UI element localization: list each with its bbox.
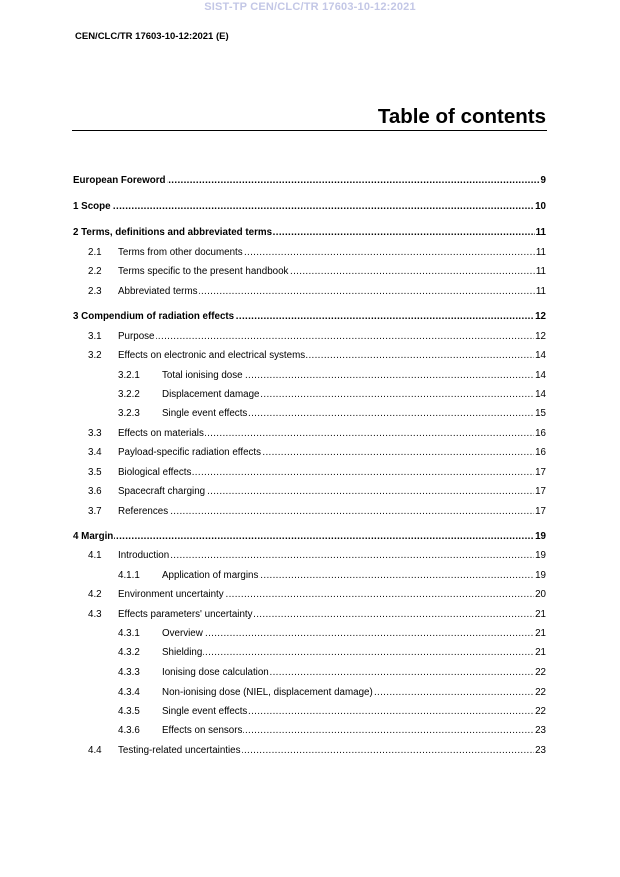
- toc-entry-label: Biological effects: [118, 467, 192, 478]
- toc-entry-page: 22: [535, 706, 546, 717]
- toc-entry-number: 3.4: [88, 447, 102, 458]
- toc-entry-label: 1 Scope: [73, 201, 111, 212]
- toc-entry-page: 21: [535, 647, 546, 658]
- toc-entry-number: 3.2.3: [118, 408, 140, 419]
- toc-entry-page: 23: [535, 745, 546, 756]
- toc-entry-number: 4.3.3: [118, 667, 140, 678]
- toc-entry[interactable]: [0, 427, 620, 441]
- toc-entry-page: 21: [535, 628, 546, 639]
- toc-entry-label: Environment uncertainty: [118, 589, 224, 600]
- toc-entry-number: 4.1: [88, 550, 102, 561]
- toc-entry[interactable]: [0, 530, 620, 544]
- toc-entry[interactable]: [0, 724, 620, 738]
- toc-entry[interactable]: [0, 330, 620, 344]
- toc-leader-dots: [118, 330, 540, 344]
- toc-entry-label: Introduction: [118, 550, 170, 561]
- toc-entry[interactable]: [0, 310, 620, 324]
- toc-entry-label: Effects on sensors: [162, 725, 243, 736]
- toc-leader-dots: [73, 530, 540, 544]
- toc-entry[interactable]: [0, 627, 620, 641]
- toc-leader-dots: [162, 646, 540, 660]
- toc-entry-label: Single event effects: [162, 408, 248, 419]
- toc-entry-label: Effects parameters' uncertainty: [118, 609, 253, 620]
- toc-entry-page: 16: [535, 447, 546, 458]
- toc-entry-page: 11: [535, 227, 546, 238]
- toc-entry-page: 19: [535, 531, 546, 542]
- toc-entry-label: Effects on materials: [118, 428, 204, 439]
- toc-entry[interactable]: [0, 285, 620, 299]
- toc-entry-number: 3.2.1: [118, 370, 140, 381]
- toc-entry-number: 3.1: [88, 331, 102, 342]
- toc-entry-label: 3 Compendium of radiation effects: [73, 311, 235, 322]
- toc-entry-label: Single event effects: [162, 706, 248, 717]
- toc-entry-number: 4.4: [88, 745, 102, 756]
- toc-entry-page: 9: [540, 175, 546, 186]
- toc-entry-label: Effects on electronic and electrical systems: [118, 350, 306, 361]
- toc-entry-page: 10: [535, 201, 546, 212]
- watermark: SIST-TP CEN/CLC/TR 17603-10-12:2021: [204, 1, 416, 13]
- toc-entry[interactable]: [0, 446, 620, 460]
- toc-entry[interactable]: [0, 388, 620, 402]
- toc-entry-page: 14: [535, 370, 546, 381]
- toc-entry[interactable]: [0, 226, 620, 240]
- toc-entry-page: 19: [535, 570, 546, 581]
- toc-entry-number: 2.3: [88, 286, 102, 297]
- toc-entry[interactable]: [0, 246, 620, 260]
- toc-entry[interactable]: [0, 466, 620, 480]
- toc-entry-number: 4.3.5: [118, 706, 140, 717]
- toc-entry-page: 17: [535, 486, 546, 497]
- toc-entry-label: Total ionising dose: [162, 370, 243, 381]
- toc-entry[interactable]: [0, 174, 620, 188]
- toc-entry-page: 11: [535, 286, 546, 297]
- toc-entry-number: 2.2: [88, 266, 102, 277]
- toc-entry-label: Shielding: [162, 647, 203, 658]
- toc-entry-number: 4.3.2: [118, 647, 140, 658]
- toc-entry[interactable]: [0, 265, 620, 279]
- toc-leader-dots: [73, 200, 540, 214]
- toc-entry-number: 4.3.4: [118, 687, 140, 698]
- toc-entry-page: 11: [535, 266, 546, 277]
- page-title: Table of contents: [377, 105, 546, 128]
- toc-entry-number: 3.2.2: [118, 389, 140, 400]
- toc-entry-number: 3.3: [88, 428, 102, 439]
- toc-leader-dots: [118, 505, 540, 519]
- toc-entry-number: 3.5: [88, 467, 102, 478]
- toc-entry-label: Ionising dose calculation: [162, 667, 269, 678]
- toc-entry-number: 4.3.6: [118, 725, 140, 736]
- toc-entry[interactable]: [0, 646, 620, 660]
- toc-entry-page: 17: [535, 467, 546, 478]
- toc-entry[interactable]: [0, 744, 620, 758]
- toc-entry-number: 3.6: [88, 486, 102, 497]
- toc-entry[interactable]: [0, 200, 620, 214]
- toc-entry-label: Abbreviated terms: [118, 286, 198, 297]
- toc-entry-page: 20: [535, 589, 546, 600]
- document-id: CEN/CLC/TR 17603-10-12:2021 (E): [75, 31, 229, 42]
- toc-entry-label: European Foreword: [73, 175, 166, 186]
- toc-entry-number: 3.2: [88, 350, 102, 361]
- toc-entry-number: 4.2: [88, 589, 102, 600]
- toc-leader-dots: [118, 549, 540, 563]
- toc-entry-label: Payload-specific radiation effects: [118, 447, 262, 458]
- toc-entry-label: Terms from other documents: [118, 247, 243, 258]
- toc-entry[interactable]: [0, 549, 620, 563]
- toc-entry-page: 21: [535, 609, 546, 620]
- toc-entry-label: Testing-related uncertainties: [118, 745, 241, 756]
- toc-entry-page: 22: [535, 687, 546, 698]
- toc-entry[interactable]: [0, 588, 620, 602]
- toc-entry[interactable]: [0, 349, 620, 363]
- toc-entry-number: 2.1: [88, 247, 102, 258]
- toc-entry-label: Application of margins: [162, 570, 259, 581]
- toc-entry[interactable]: [0, 569, 620, 583]
- toc-entry-label: Displacement damage: [162, 389, 260, 400]
- toc-entry[interactable]: [0, 705, 620, 719]
- toc-entry-page: 11: [535, 247, 546, 258]
- toc-entry-page: 16: [535, 428, 546, 439]
- toc-entry-number: 3.7: [88, 506, 102, 517]
- toc-entry[interactable]: [0, 686, 620, 700]
- toc-entry-page: 15: [535, 408, 546, 419]
- toc-entry-number: 4.3.1: [118, 628, 140, 639]
- toc-entry-label: 4 Margin: [73, 531, 114, 542]
- toc-entry-label: Overview: [162, 628, 203, 639]
- toc-entry-page: 22: [535, 667, 546, 678]
- toc-entry-number: 4.1.1: [118, 570, 140, 581]
- toc-entry-page: 14: [535, 350, 546, 361]
- toc-entry[interactable]: [0, 666, 620, 680]
- toc-entry-label: Terms specific to the present handbook: [118, 266, 289, 277]
- toc-entry-label: Purpose: [118, 331, 155, 342]
- toc-entry-number: 4.3: [88, 609, 102, 620]
- toc-entry[interactable]: [0, 407, 620, 421]
- toc-entry-page: 12: [535, 311, 546, 322]
- toc-leader-dots: [162, 627, 540, 641]
- toc-entry-label: Non-ionising dose (NIEL, displacement damage): [162, 687, 373, 698]
- toc-entry-label: References: [118, 506, 169, 517]
- toc-entry-page: 23: [535, 725, 546, 736]
- toc-entry-page: 19: [535, 550, 546, 561]
- toc-entry[interactable]: [0, 608, 620, 622]
- toc-entry-page: 17: [535, 506, 546, 517]
- toc-entry[interactable]: [0, 485, 620, 499]
- title-rule: [72, 130, 547, 131]
- toc-entry[interactable]: [0, 505, 620, 519]
- toc-entry-label: 2 Terms, definitions and abbreviated terms: [73, 227, 273, 238]
- toc-entry-page: 12: [535, 331, 546, 342]
- toc-entry-label: Spacecraft charging: [118, 486, 206, 497]
- toc-entry[interactable]: [0, 369, 620, 383]
- toc-entry-page: 14: [535, 389, 546, 400]
